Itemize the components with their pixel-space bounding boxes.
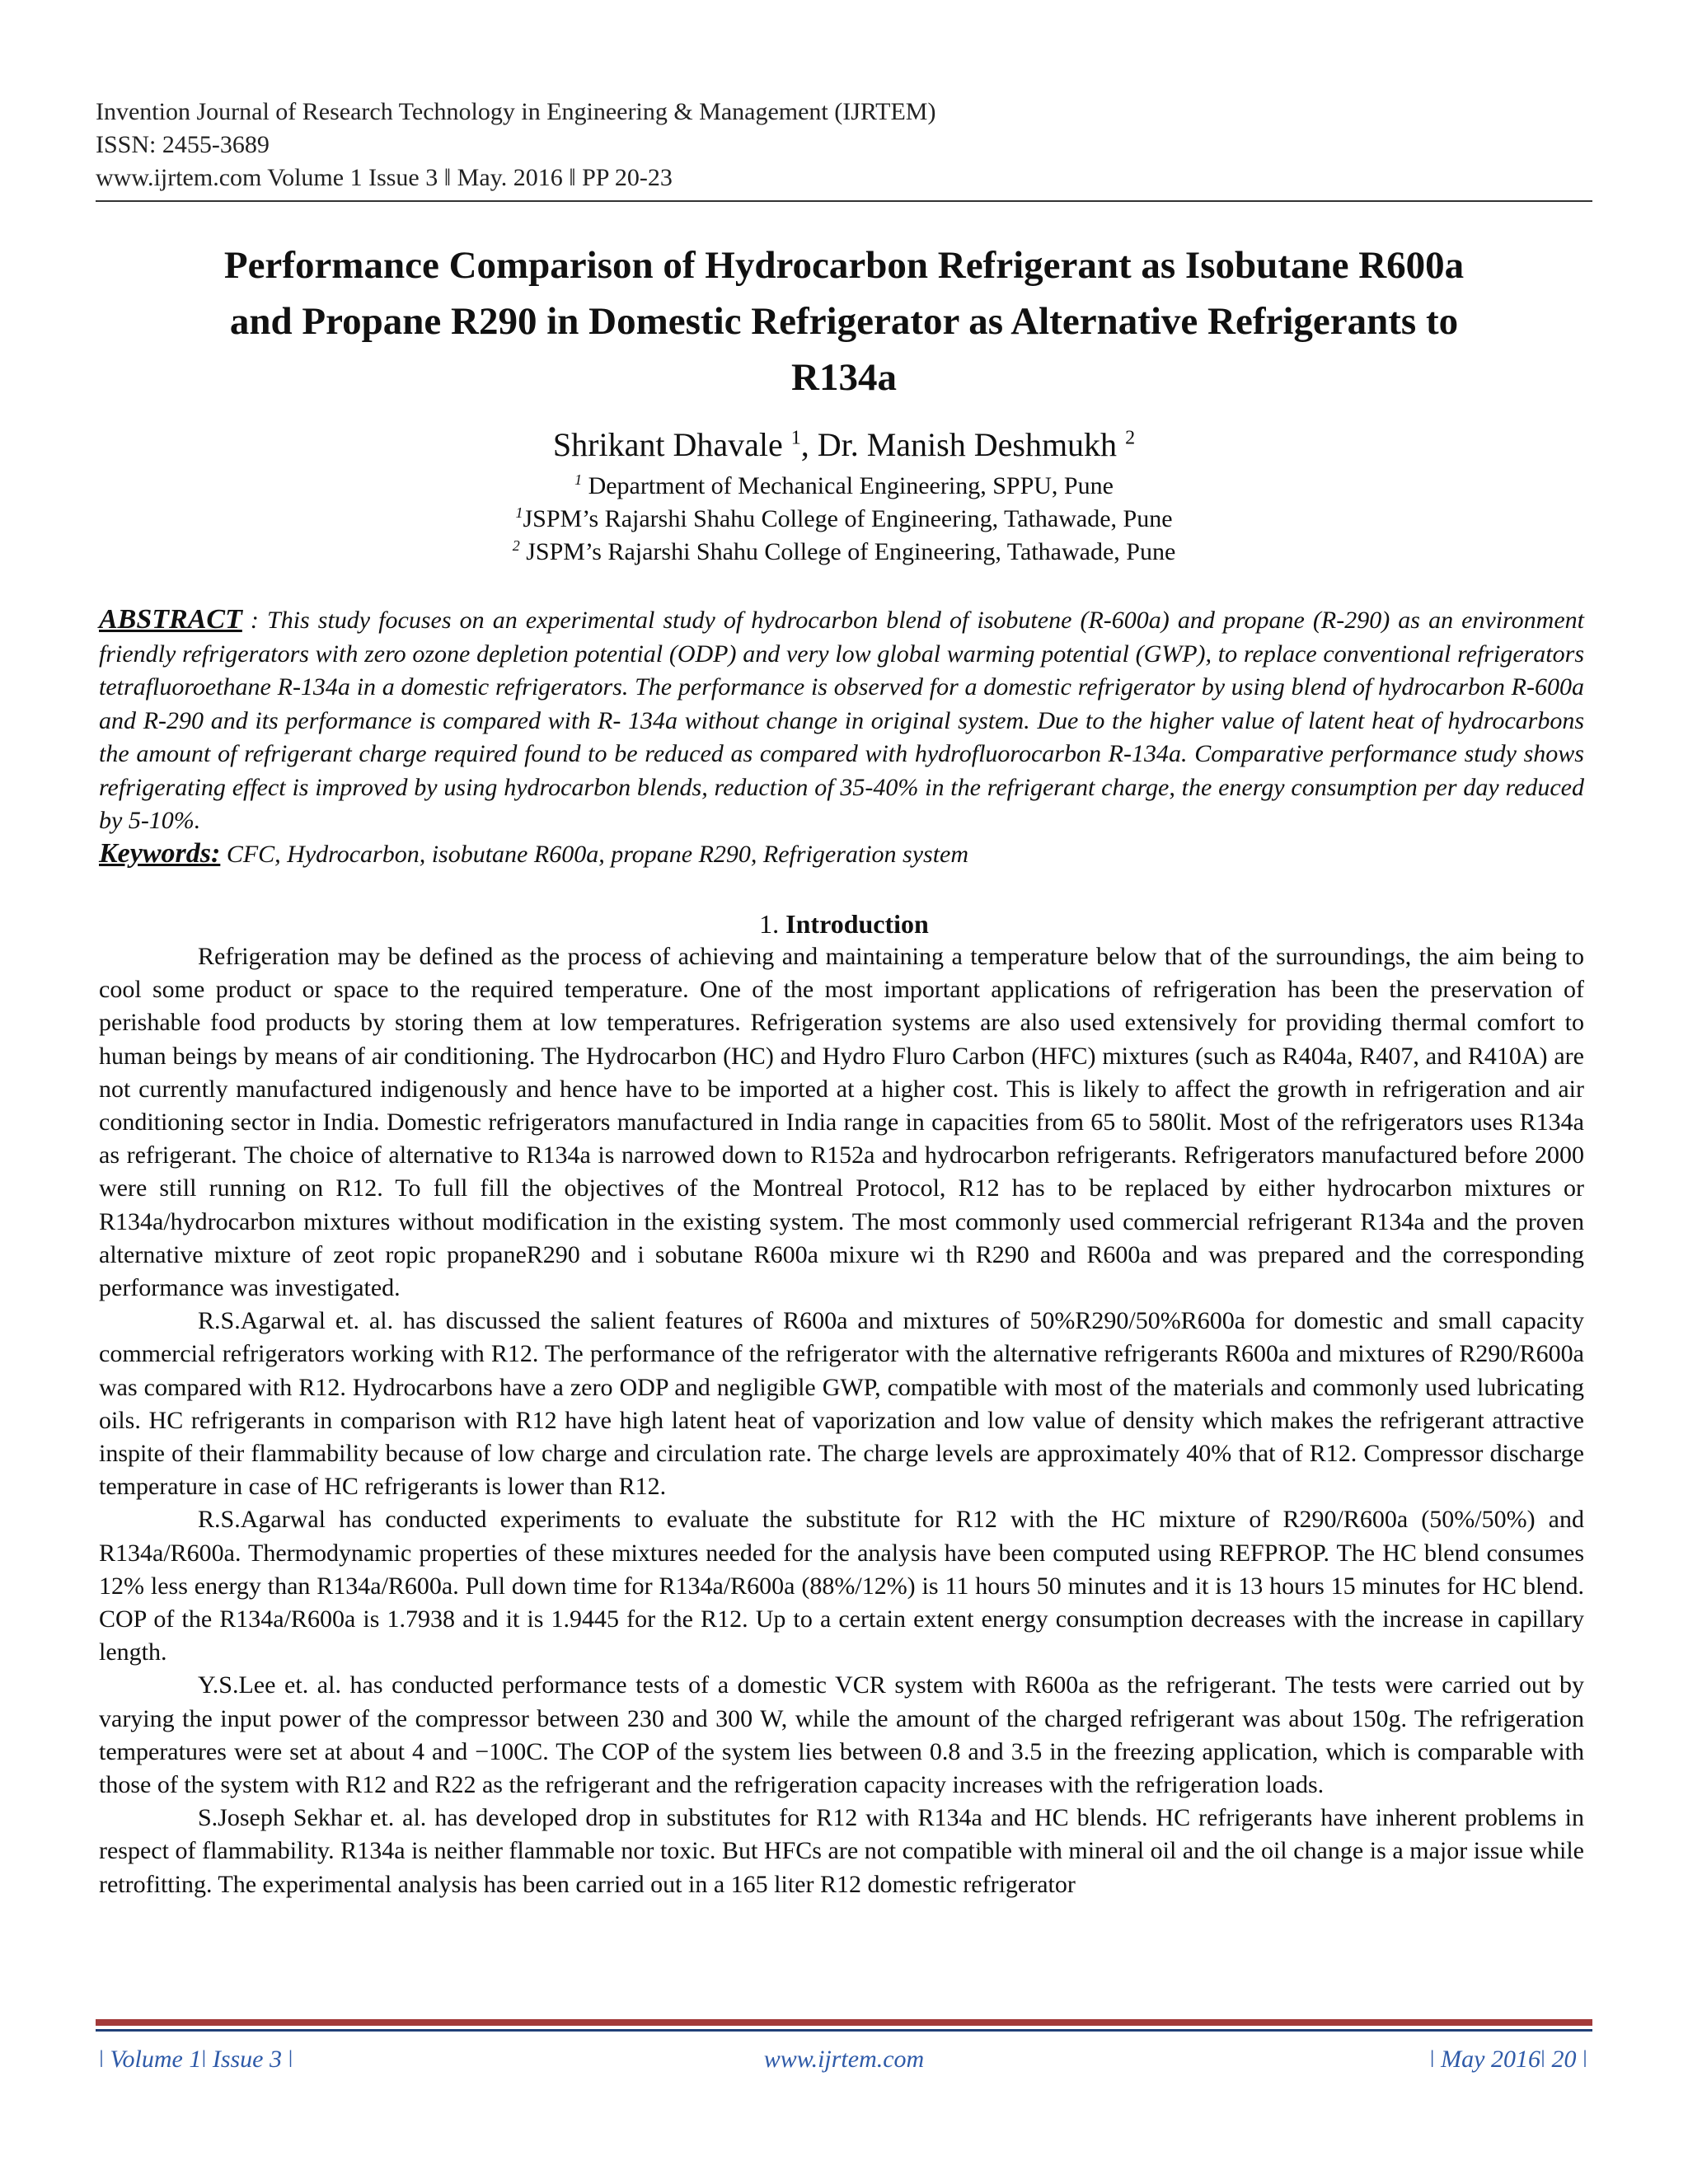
paper-title — [96, 237, 1592, 405]
keywords-text: CFC, Hydrocarbon, isobutane R600a, propane R290, Refrigeration system — [220, 841, 969, 868]
author-list — [96, 424, 1592, 466]
affiliations — [96, 470, 1592, 569]
abstract — [99, 603, 1584, 838]
title-line: R134a — [791, 356, 897, 399]
affiliation-line — [96, 503, 1592, 536]
footer-divider-thick — [96, 2019, 1592, 2026]
affiliation-text: Department of Mechanical Engineering, SPPU, Pune — [588, 472, 1114, 499]
abstract-label: ABSTRACT — [99, 604, 242, 635]
affiliation-marker: 1 — [574, 471, 583, 488]
author-name: Shrikant Dhavale — [552, 426, 783, 463]
affiliation-marker: 1 — [515, 504, 523, 521]
body-paragraph: R.S.Agarwal has conducted experiments to evaluate the substitute for R12 with the HC mixture of R290/R600a (50%/50%) and R134a/R600a. Thermodynamic properties of these mixtures needed for the analysis have been computed using REFPROP. The HC blend consumes 12% less energy than R134a/R600a. Pull down time for R134a/R600a (88%/12%) is 11 hours 50 minutes and it is 13 hours 15 minutes for HC blend. COP of the R134a/R600a is 1.7938 and it is 1.9445 for the R12. Up to a certain extent energy consumption decreases with the increase in capillary length. — [99, 1506, 1584, 1666]
section-heading — [96, 907, 1592, 941]
page-footer — [96, 2041, 1592, 2078]
affiliation-text: JSPM’s Rajarshi Shahu College of Engineering, Tathawade, Pune — [526, 538, 1176, 565]
author-name: Dr. Manish Deshmukh — [817, 426, 1118, 463]
body-paragraph: Y.S.Lee et. al. has conducted performance tests of a domestic VCR system with R600a as the refrigerant. The tests were carried out by varying the input power of the compressor between 230 and 300 W, while the amount of the charged refrigerant was about 150g. The refrigeration temperatures were set at about 4 and −100C. The COP of the system lies between 0.8 and 3.5 in the freezing application, which is comparable with those of the system with R12 and R22 as the refrigerant and the refrigeration capacity increases with the refrigeration loads. — [99, 1671, 1584, 1799]
keywords-label: Keywords: — [99, 838, 221, 869]
section-number: 1. — [759, 909, 780, 939]
footer-website-link[interactable]: www.ijrtem.com — [763, 2046, 925, 2073]
affiliation-line — [96, 536, 1592, 569]
journal-issn: ISSN: 2455-3689 — [96, 131, 270, 158]
footer-date-page: ǀ May 2016ǀ 20 ǀ — [1429, 2046, 1587, 2073]
affiliation-line — [96, 470, 1592, 503]
footer-volume-issue: ǀ Volume 1ǀ Issue 3 ǀ — [99, 2046, 293, 2073]
author-affiliation-marker: 2 — [1125, 427, 1136, 449]
footer-divider-thin — [96, 2029, 1592, 2032]
body-paragraph: R.S.Agarwal et. al. has discussed the salient features of R600a and mixtures of 50%R290/50%R600a for domestic and small capacity commercial refrigerators working with R12. The performance of the refrigerator with the alternative refrigerants R600a and mixtures of R290/R600a was compared with R12. Hydrocarbons have a zero ODP and negligible GWP, compatible with most of the materials and commonly used lubricating oils. HC refrigerants in comparison with R12 have high latent heat of vaporization and low value of density which makes the refrigerant attractive inspite of their flammability because of low charge and circulation rate. The charge levels are approximately 40% that of R12. Compressor discharge temperature in case of HC refrigerants is lower than R12. — [99, 1307, 1584, 1501]
abstract-separator: : — [241, 607, 268, 634]
abstract-text: This study focuses on an experimental study of hydrocarbon blend of isobutene (R-600a) and propane (R-290) as an environment friendly refrigerators with zero ozone depletion potential (ODP) and very low global warming potential (GWP), to replace conventional refrigerators tetrafluoroethane R-134a in a domestic refrigerators. The performance is observed for a domestic refrigerator by using blend of hydrocarbon R-600a and R-290 and its performance is compared with R- 134a without change in original system. Due to the higher value of latent heat of hydrocarbons the amount of refrigerant charge required found to be reduced as compared with hydrofluorocarbon R-134a. Comparative performance study shows refrigerating effect is improved by using hydrocarbon blends, reduction of 35-40% in the refrigerant charge, the energy consumption per day reduced by 5-10%. — [99, 607, 1584, 834]
section-title: Introduction — [785, 909, 929, 939]
author-affiliation-marker: 1 — [790, 427, 801, 449]
affiliation-text: JSPM’s Rajarshi Shahu College of Engineering, Tathawade, Pune — [523, 505, 1173, 532]
body-text — [99, 940, 1584, 1901]
journal-header — [96, 96, 1601, 194]
journal-name: Invention Journal of Research Technology in Engineering & Management (IJRTEM) — [96, 98, 936, 125]
body-paragraph: S.Joseph Sekhar et. al. has developed drop in substitutes for R12 with R134a and HC blends. HC refrigerants have inherent problems in respect of flammability. R134a is neither flammable nor toxic. But HFCs are not compatible with mineral oil and the oil change is a major issue while retrofitting. The experimental analysis has been carried out in a 165 liter R12 domestic refrigerator — [99, 1804, 1584, 1898]
title-line: and Propane R290 in Domestic Refrigerator as Alternative Refrigerants to — [229, 300, 1459, 343]
header-divider — [96, 200, 1592, 202]
title-line: Performance Comparison of Hydrocarbon Refrigerant as Isobutane R600a — [223, 244, 1465, 287]
author-separator: , — [800, 426, 818, 463]
body-paragraph: Refrigeration may be defined as the process of achieving and maintaining a temperature below that of the surroundings, the aim being to cool some product or space to the required temperature. One of the most important applications of refrigeration has been the preservation of perishable food products by storing them at low temperatures. Refrigeration systems are also used extensively for providing thermal comfort to human beings by means of air conditioning. The Hydrocarbon (HC) and Hydro Fluro Carbon (HFC) mixtures (such as R404a, R407, and R410A) are not currently manufactured indigenously and hence have to be imported at a higher cost. This is likely to affect the growth in refrigeration and air conditioning sector in India. Domestic refrigerators manufactured in India range in capacities from 65 to 580lit. Most of the refrigerators uses R134a as refrigerant. The choice of alternative to R134a is narrowed down to R152a and hydrocarbon refrigerants. Refrigerators manufactured before 2000 were still running on R12. To full fill the objectives of the Montreal Protocol, R12 has to be replaced by either hydrocarbon mixtures or R134a/hydrocarbon mixtures without modification in the existing system. The most commonly used commercial refrigerant R134a and the proven alternative mixture of zeot ropic propaneR290 and i sobutane R600a mixure wi th R290 and R600a and was prepared and the corresponding performance was investigated. — [99, 943, 1584, 1302]
journal-volume-line: www.ijrtem.com Volume 1 Issue 3 ǁ May. 2016 ǁ PP 20-23 — [96, 164, 673, 191]
keywords — [99, 837, 1584, 871]
affiliation-marker: 2 — [512, 537, 520, 554]
